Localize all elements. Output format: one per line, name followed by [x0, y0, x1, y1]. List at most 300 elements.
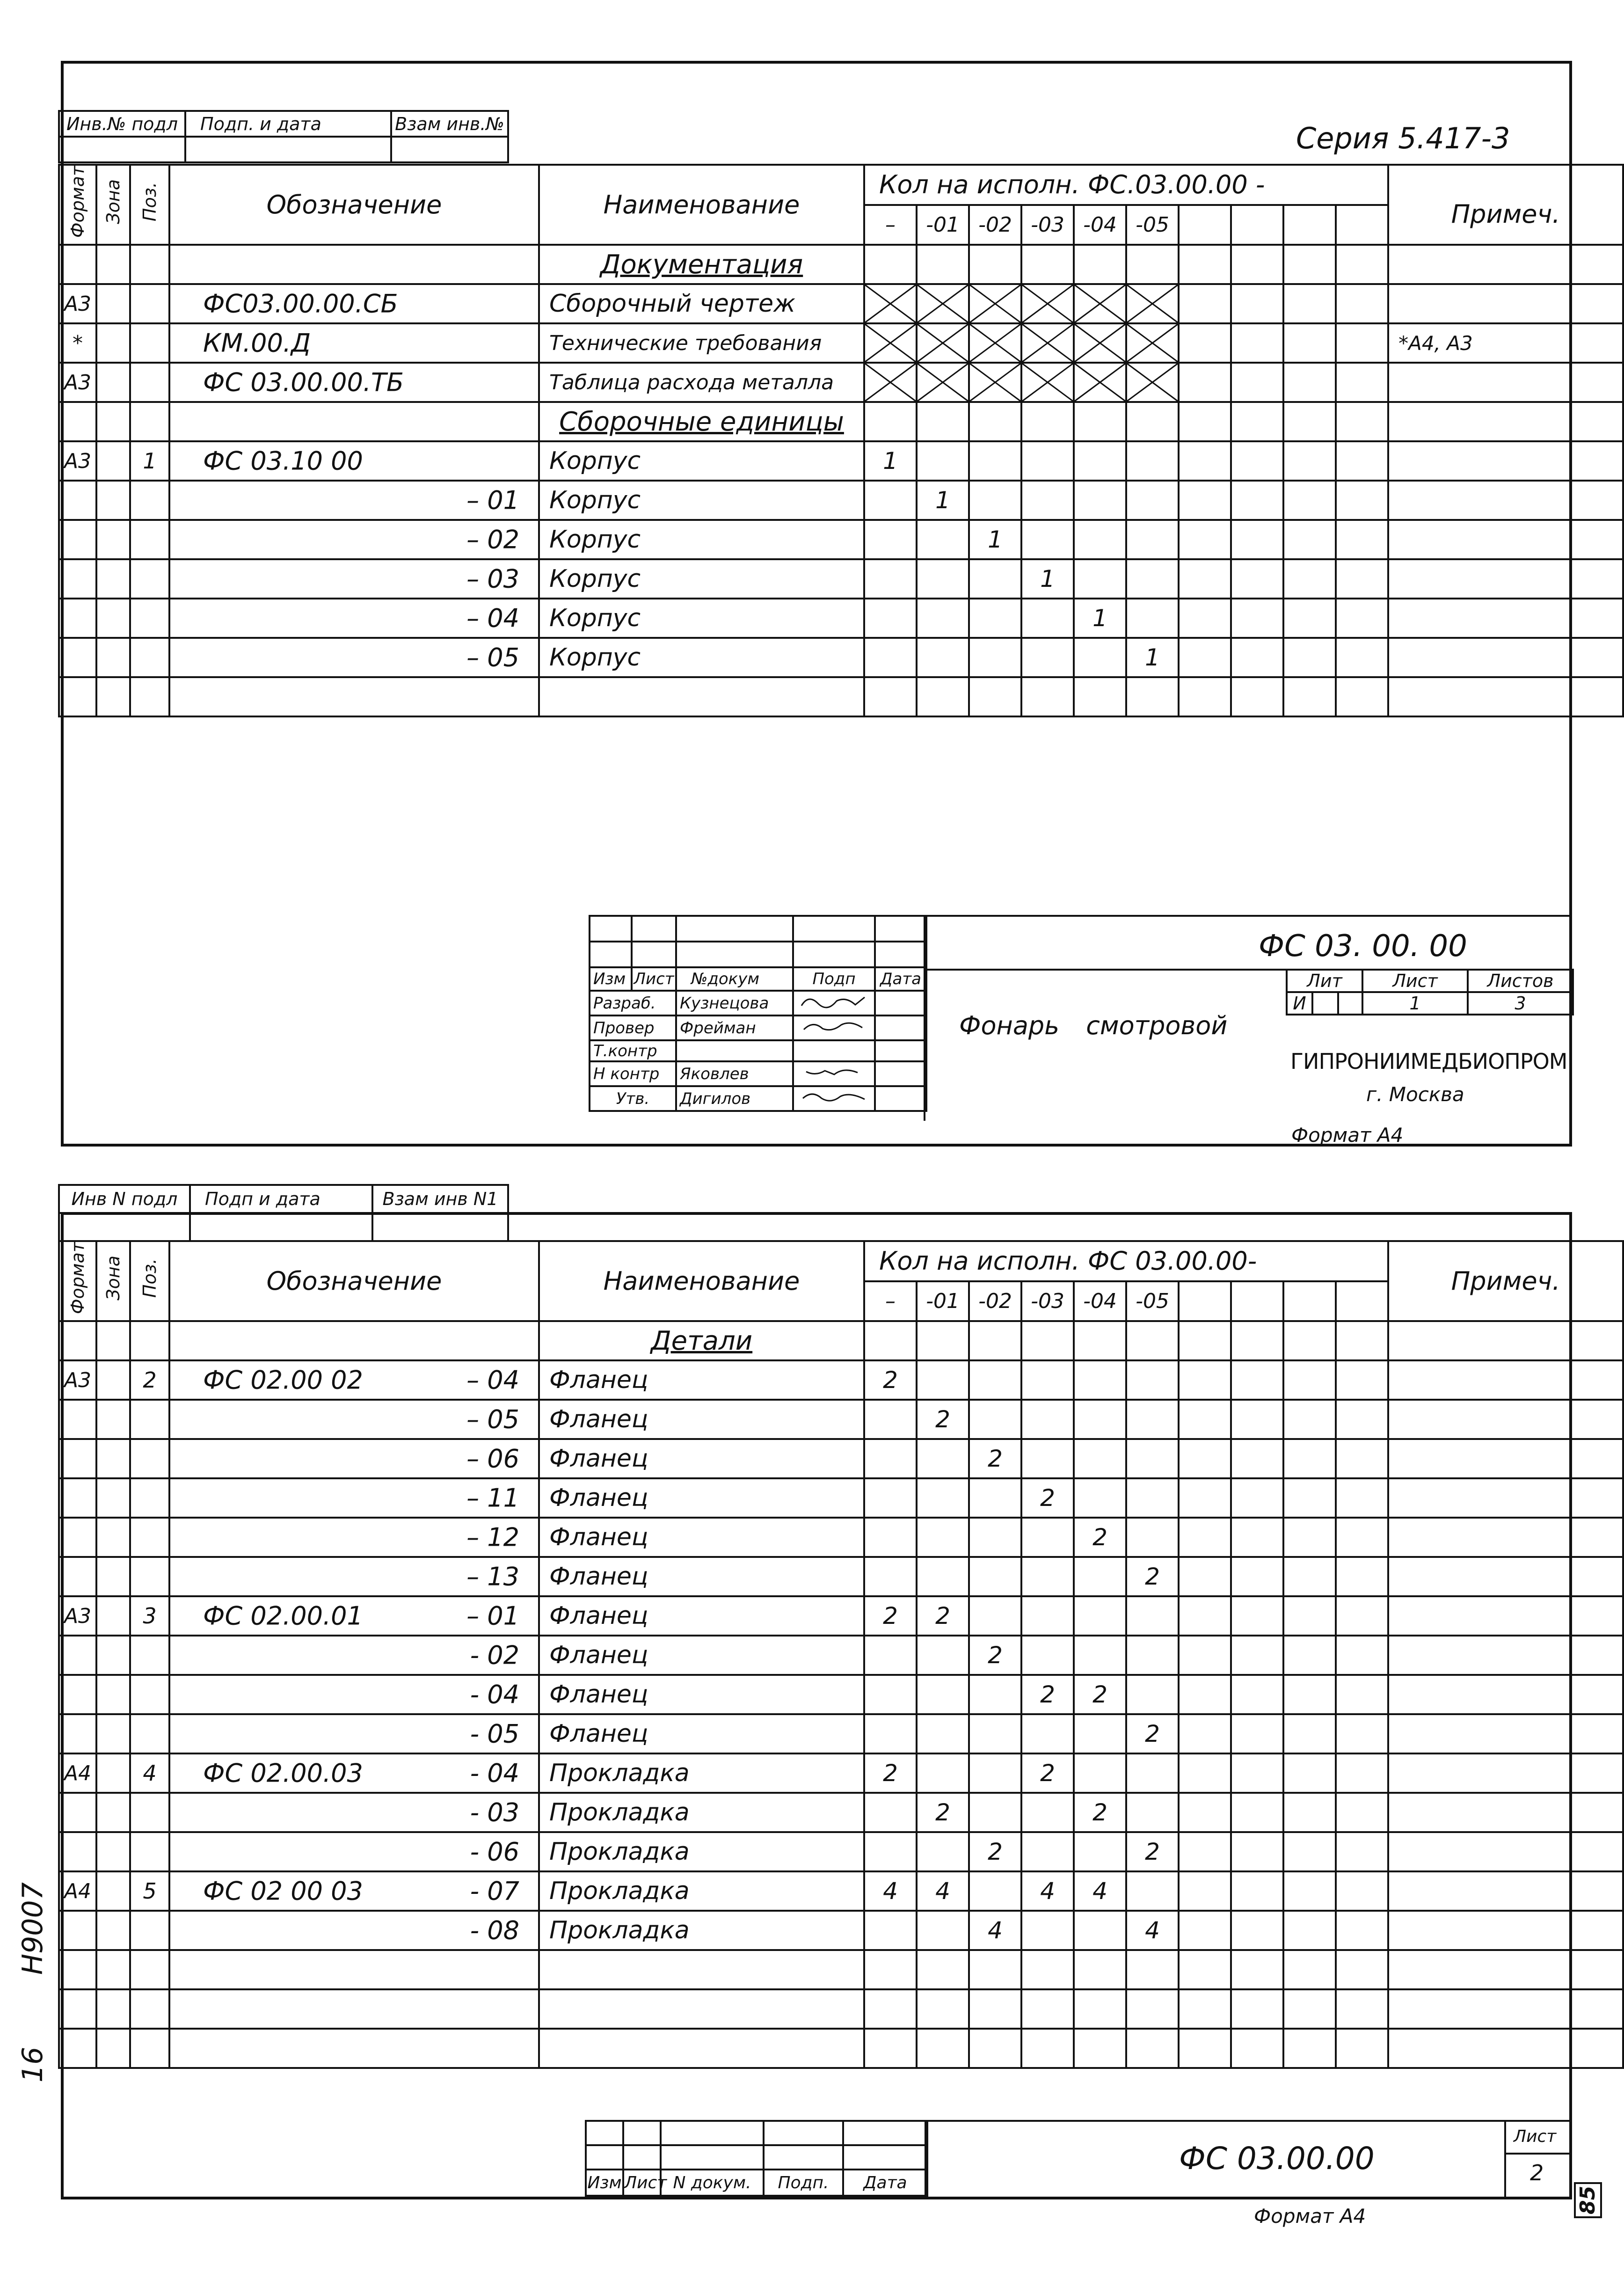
qty-cell [1021, 1636, 1074, 1675]
row-pos [130, 1832, 169, 1871]
row-des-suffix: – 05 [466, 1404, 519, 1434]
col-designation: Обозначение [169, 165, 539, 245]
qty-cell [1074, 1911, 1126, 1950]
table-row [59, 559, 1623, 599]
tb-izm: Изм [590, 967, 632, 991]
row-format [59, 1439, 96, 1478]
row-designation [169, 1832, 539, 1871]
row-note [1388, 1596, 1623, 1636]
row-name: Фланец [539, 1636, 864, 1675]
row-note [1388, 402, 1623, 441]
row-note [1388, 1400, 1623, 1439]
qty-cell-crossed [1074, 363, 1126, 402]
row-name: Фланец [539, 1714, 864, 1753]
qty-cell [864, 1675, 917, 1714]
row-name: Фланец [539, 1400, 864, 1439]
qty-cell [1074, 1950, 1126, 1989]
row-pos: 3 [130, 1596, 169, 1636]
qty-cell-crossed [1021, 284, 1074, 323]
qty-cell [1074, 1439, 1126, 1478]
row-name: Корпус [539, 520, 864, 559]
qty-cell [864, 2029, 917, 2068]
qty-cell: 4 [864, 1871, 917, 1911]
qty-cell [1021, 1557, 1074, 1596]
col-name: Наименование [539, 165, 864, 245]
row-pos [130, 1478, 169, 1518]
table-row [59, 245, 1623, 284]
qty-cell: 4 [1021, 1871, 1074, 1911]
qty-cell-crossed [864, 363, 917, 402]
qty-cell: 2 [1126, 1557, 1179, 1596]
qty-cell [917, 1950, 969, 1989]
qty-cell [917, 1753, 969, 1793]
row-pos [130, 1321, 169, 1360]
qty-cell [1126, 402, 1179, 441]
row-pos [130, 1518, 169, 1557]
qty-cell [969, 2029, 1021, 2068]
row-format: А4 [59, 1871, 96, 1911]
qty-cell-crossed [969, 363, 1021, 402]
row-pos [130, 1989, 169, 2029]
qty-cell [864, 481, 917, 520]
row-pos [130, 599, 169, 638]
f2-data: Дата [843, 2170, 927, 2196]
table-row [59, 1950, 1623, 1989]
row-name: Корпус [539, 441, 864, 481]
row-note [1388, 1793, 1623, 1832]
row-name: Прокладка [539, 1753, 864, 1793]
table-row [59, 1636, 1623, 1675]
qty-cell [1126, 559, 1179, 599]
f2-izm: Изм [586, 2170, 623, 2196]
row-note: *А4, А3 [1388, 323, 1623, 363]
qty-cell [917, 2029, 969, 2068]
qty-cell [1021, 402, 1074, 441]
row-format [59, 1989, 96, 2029]
qty-cell [917, 245, 969, 284]
tb-org: ГИПРОНИИМЕДБИОПРОМ [1290, 1049, 1567, 1074]
tb-tkontr: Т.контр [590, 1040, 676, 1061]
qty-cell [969, 1714, 1021, 1753]
qty-cell: 1 [917, 481, 969, 520]
row-note [1388, 520, 1623, 559]
row-name: Корпус [539, 599, 864, 638]
table-row [59, 1832, 1623, 1871]
qty-cell [1021, 1360, 1074, 1400]
row-designation [169, 1518, 539, 1557]
s1-subcol-4: -04 [1074, 205, 1126, 245]
tb-lit-block [1286, 969, 1574, 1015]
row-pos [130, 363, 169, 402]
qty-cell: 2 [969, 1439, 1021, 1478]
qty-cell [1126, 1400, 1179, 1439]
qty-cell-crossed [864, 284, 917, 323]
tb-format: Формат А4 [1291, 1124, 1404, 1147]
row-des-suffix: – 04 [466, 1365, 519, 1395]
row-pos [130, 284, 169, 323]
table-row [59, 1478, 1623, 1518]
row-des-suffix: – 01 [466, 485, 519, 515]
qty-cell [1074, 559, 1126, 599]
row-designation [169, 284, 539, 323]
row-designation [169, 1439, 539, 1478]
qty-cell [1021, 1989, 1074, 2029]
qty-cell [969, 402, 1021, 441]
row-pos [130, 677, 169, 716]
tb-prover-signature [793, 1015, 875, 1040]
qty-cell [1126, 1518, 1179, 1557]
row-name: Прокладка [539, 1911, 864, 1950]
row-note [1388, 1675, 1623, 1714]
table-row [59, 1911, 1623, 1950]
qty-cell [1021, 2029, 1074, 2068]
qty-cell: 1 [864, 441, 917, 481]
f2-list-val: 2 [1530, 2160, 1544, 2185]
qty-cell [1074, 1832, 1126, 1871]
table-row [59, 1714, 1623, 1753]
row-note [1388, 1478, 1623, 1518]
row-pos [130, 1911, 169, 1950]
s1-subcol-5: -05 [1126, 205, 1179, 245]
table-row [59, 1557, 1623, 1596]
section-title: Сборочные единицы [539, 402, 864, 441]
tb-podp: Подп [793, 967, 875, 991]
row-des-suffix: - 05 [470, 1719, 519, 1749]
row-pos [130, 2029, 169, 2068]
qty-cell-crossed [1126, 284, 1179, 323]
qty-cell-crossed [969, 323, 1021, 363]
qty-cell [917, 677, 969, 716]
qty-cell [1126, 1360, 1179, 1400]
qty-cell [864, 559, 917, 599]
s2-subcol-3: -03 [1021, 1281, 1074, 1322]
qty-cell [1126, 1989, 1179, 2029]
row-pos [130, 638, 169, 677]
f2-list-label: Лист [1514, 2127, 1557, 2146]
qty-cell [864, 1400, 917, 1439]
row-des-code: ФС03.00.00.СБ [203, 289, 398, 319]
qty-cell [1021, 1950, 1074, 1989]
table-row [59, 1675, 1623, 1714]
table-row [59, 1321, 1623, 1360]
row-format: А3 [59, 441, 96, 481]
qty-cell [969, 1478, 1021, 1518]
row-note [1388, 677, 1623, 716]
qty-cell [969, 559, 1021, 599]
qty-cell: 4 [969, 1911, 1021, 1950]
qty-cell-crossed [1126, 363, 1179, 402]
row-pos [130, 1714, 169, 1753]
row-format: * [59, 323, 96, 363]
qty-cell [917, 1360, 969, 1400]
col2-pos: Поз. [130, 1241, 169, 1321]
tb-ndokum: №докум [676, 967, 793, 991]
stamp-inv-podl: Инв.№ подл [59, 111, 185, 137]
row-pos [130, 1950, 169, 1989]
f2-code: ФС 03.00.00 [1179, 2141, 1375, 2177]
qty-cell [917, 1321, 969, 1360]
qty-cell [917, 1714, 969, 1753]
qty-cell [1074, 1753, 1126, 1793]
qty-cell [969, 1753, 1021, 1793]
qty-cell [969, 441, 1021, 481]
row-format [59, 1321, 96, 1360]
qty-cell [917, 1832, 969, 1871]
row-designation [169, 1636, 539, 1675]
row-des-suffix: – 12 [466, 1522, 519, 1552]
row-des-code: ФС 02.00 02 [203, 1365, 363, 1395]
row-note [1388, 481, 1623, 520]
row-des-suffix: - 02 [470, 1640, 519, 1670]
tb-lit-label: Лит [1287, 970, 1362, 992]
qty-cell: 2 [864, 1360, 917, 1400]
f2-ndokum: N докум. [661, 2170, 764, 2196]
row-pos: 4 [130, 1753, 169, 1793]
qty-cell [864, 1793, 917, 1832]
row-des-suffix: – 01 [466, 1601, 519, 1631]
row-note [1388, 599, 1623, 638]
row-des-suffix: – 11 [466, 1483, 519, 1513]
qty-cell: 2 [864, 1596, 917, 1636]
row-pos [130, 323, 169, 363]
qty-cell [1126, 245, 1179, 284]
s1-subcol-3: -03 [1021, 205, 1074, 245]
row-format [59, 559, 96, 599]
row-format [59, 677, 96, 716]
table-row [59, 481, 1623, 520]
row-note [1388, 284, 1623, 323]
table-row [59, 1871, 1623, 1911]
qty-cell: 2 [917, 1596, 969, 1636]
qty-cell [917, 1636, 969, 1675]
row-pos [130, 520, 169, 559]
qty-cell [1074, 1596, 1126, 1636]
qty-cell [917, 1557, 969, 1596]
qty-cell [864, 245, 917, 284]
col2-name: Наименование [539, 1241, 864, 1321]
qty-cell-crossed [1126, 323, 1179, 363]
row-format [59, 2029, 96, 2068]
row-designation [169, 1871, 539, 1911]
qty-cell [1021, 1911, 1074, 1950]
qty-cell [1074, 1557, 1126, 1596]
row-des-code: КМ.00.Д [203, 328, 311, 358]
qty-cell [864, 1989, 917, 2029]
row-designation [169, 638, 539, 677]
qty-cell [1021, 520, 1074, 559]
qty-cell [969, 1400, 1021, 1439]
row-format: А4 [59, 1753, 96, 1793]
qty-cell [1021, 1321, 1074, 1360]
stamp2-podp-data: Подп и дата [190, 1185, 372, 1213]
row-designation [169, 1400, 539, 1439]
qty-cell [1126, 520, 1179, 559]
row-pos [130, 1793, 169, 1832]
s1-subcol-0: – [864, 205, 917, 245]
row-designation [169, 1911, 539, 1950]
qty-cell [1074, 1636, 1126, 1675]
row-des-code: ФС 02.00.03 [203, 1758, 363, 1788]
row-name: Корпус [539, 481, 864, 520]
f2-list: Лист [623, 2170, 661, 2196]
row-pos [130, 1675, 169, 1714]
row-format [59, 402, 96, 441]
s2-subcol-1: -01 [917, 1281, 969, 1322]
qty-cell [1126, 599, 1179, 638]
qty-cell: 1 [1021, 559, 1074, 599]
row-format [59, 599, 96, 638]
f2-podp: Подп. [764, 2170, 843, 2196]
qty-cell [1074, 441, 1126, 481]
table-row [59, 363, 1623, 402]
tb-city: г. Москва [1366, 1083, 1464, 1106]
row-format [59, 1636, 96, 1675]
col-format: Формат [59, 165, 96, 245]
qty-cell [969, 1321, 1021, 1360]
qty-cell [864, 1439, 917, 1478]
row-des-code: ФС 02 00 03 [203, 1876, 363, 1906]
row-des-suffix: - 03 [470, 1797, 519, 1827]
qty-cell [1021, 1439, 1074, 1478]
row-designation [169, 402, 539, 441]
qty-cell [917, 1989, 969, 2029]
row-designation [169, 2029, 539, 2068]
row-designation [169, 599, 539, 638]
row-pos [130, 559, 169, 599]
qty-cell: 1 [1074, 599, 1126, 638]
qty-cell [1021, 638, 1074, 677]
row-designation [169, 1557, 539, 1596]
section-title: Документация [539, 245, 864, 284]
stamp-vzam-inv: Взам инв.№ [391, 111, 508, 137]
row-des-suffix: – 03 [466, 564, 519, 594]
row-designation [169, 441, 539, 481]
row-format [59, 245, 96, 284]
row-format: А3 [59, 284, 96, 323]
qty-cell [917, 520, 969, 559]
s2-subcol-5: -05 [1126, 1281, 1179, 1322]
row-name [539, 1989, 864, 2029]
row-pos [130, 245, 169, 284]
row-pos [130, 1636, 169, 1675]
row-note [1388, 1950, 1623, 1989]
qty-cell [864, 1478, 917, 1518]
qty-cell [1074, 402, 1126, 441]
qty-cell [969, 1871, 1021, 1911]
qty-cell-crossed [917, 363, 969, 402]
qty-cell [917, 402, 969, 441]
row-note [1388, 1360, 1623, 1400]
qty-cell [969, 1518, 1021, 1557]
footer-left-2 [585, 2120, 928, 2197]
spec-table-1 [58, 164, 1624, 717]
s2-subcol-2: -02 [969, 1281, 1021, 1322]
row-designation [169, 559, 539, 599]
qty-cell [1021, 1832, 1074, 1871]
qty-cell [864, 638, 917, 677]
margin-inv-number: Н9007 [16, 1882, 49, 1975]
qty-cell [864, 1518, 917, 1557]
qty-cell-crossed [1021, 363, 1074, 402]
row-des-suffix: – 13 [466, 1562, 519, 1592]
qty-cell [917, 1911, 969, 1950]
qty-cell [1126, 441, 1179, 481]
row-pos [130, 1400, 169, 1439]
margin-16: 16 [16, 2046, 49, 2082]
qty-cell [917, 441, 969, 481]
qty-cell-crossed [1021, 323, 1074, 363]
row-des-code: ФС 03.10 00 [203, 446, 363, 476]
row-note [1388, 1753, 1623, 1793]
row-note [1388, 1518, 1623, 1557]
row-name: Прокладка [539, 1832, 864, 1871]
row-designation [169, 245, 539, 284]
row-format [59, 1400, 96, 1439]
table-row [59, 677, 1623, 716]
table-row [59, 1596, 1623, 1636]
row-note [1388, 441, 1623, 481]
qty-cell [1126, 1871, 1179, 1911]
row-note [1388, 1832, 1623, 1871]
qty-cell: 2 [969, 1636, 1021, 1675]
stamp-top-1 [58, 110, 509, 163]
stamp-podp-data: Подп. и дата [185, 111, 391, 137]
qty-cell [1021, 441, 1074, 481]
table-row [59, 1400, 1623, 1439]
qty-cell: 2 [1021, 1675, 1074, 1714]
qty-cell [1126, 1950, 1179, 1989]
qty-cell [917, 1675, 969, 1714]
qty-cell: 2 [917, 1793, 969, 1832]
qty-cell [969, 1989, 1021, 2029]
row-designation [169, 1596, 539, 1636]
row-name: Фланец [539, 1557, 864, 1596]
s2-subcol-0: – [864, 1281, 917, 1322]
qty-cell [864, 1321, 917, 1360]
row-pos: 2 [130, 1360, 169, 1400]
qty-cell [917, 1478, 969, 1518]
qty-cell: 2 [1021, 1478, 1074, 1518]
qty-cell [917, 1439, 969, 1478]
qty-cell [969, 1596, 1021, 1636]
row-note [1388, 1911, 1623, 1950]
qty-cell [1074, 1478, 1126, 1518]
col2-qty-title: Кол на исполн. ФС 03.00.00- [864, 1241, 1388, 1281]
row-name: Корпус [539, 559, 864, 599]
qty-cell [1126, 1793, 1179, 1832]
row-name: Таблица расхода металла [539, 363, 864, 402]
tb-razrab-name: Кузнецова [676, 991, 793, 1015]
row-format [59, 481, 96, 520]
tb-utv-name: Дигилов [676, 1086, 793, 1111]
qty-cell [917, 638, 969, 677]
row-note [1388, 2029, 1623, 2068]
qty-cell [1074, 1400, 1126, 1439]
qty-cell [1021, 1714, 1074, 1753]
qty-cell [864, 1636, 917, 1675]
qty-cell [1074, 638, 1126, 677]
tb-list-val: 1 [1362, 992, 1468, 1015]
row-pos: 5 [130, 1871, 169, 1911]
row-format [59, 1557, 96, 1596]
spec-table-2 [58, 1240, 1624, 2069]
f2-format: Формат А4 [1254, 2205, 1366, 2228]
row-note [1388, 1989, 1623, 2029]
row-name: Корпус [539, 638, 864, 677]
row-designation [169, 1360, 539, 1400]
tb-razrab: Разраб. [590, 991, 676, 1015]
table-row [59, 1518, 1623, 1557]
